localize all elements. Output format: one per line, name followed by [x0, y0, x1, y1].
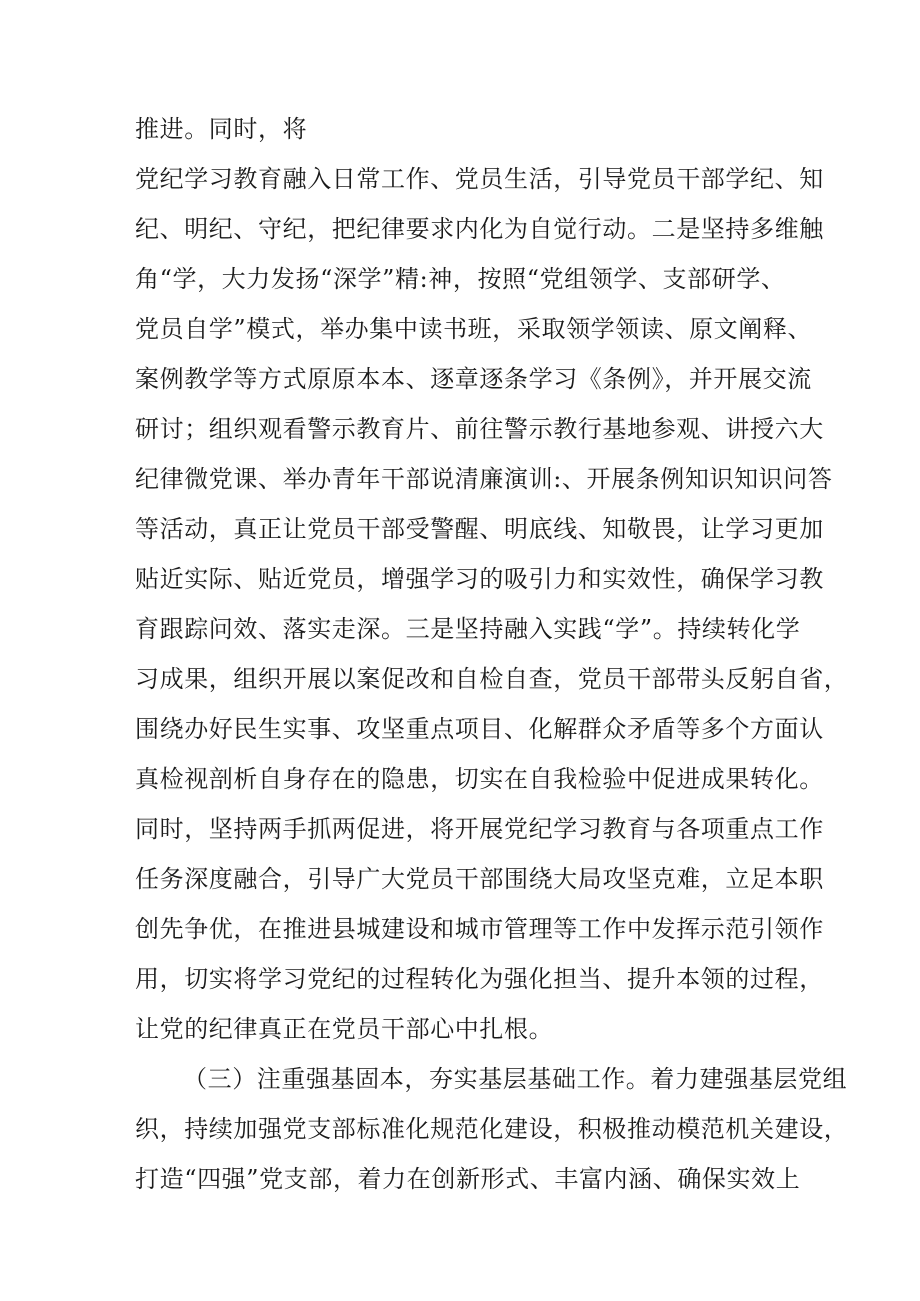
text-line: 纪、明纪、守纪，把纪律要求内化为自觉行动。二是坚持多维触 — [135, 215, 824, 243]
text-line: 案例教学等方式原原本本、逐章逐条学习《条例》，并开展交流 — [135, 365, 812, 393]
text-line: 打造“四强”党支部，着力在创新形式、丰富内涵、确保实效上 — [135, 1165, 801, 1193]
text-line: 研讨；组织观看警示教育片、前往警示教行基地参观、讲授六大 — [135, 415, 824, 443]
text-line: 纪律微党课、举办青年干部说清廉演训:、开展条例知识知识问答 — [135, 465, 833, 493]
text-line: 织，持续加强党支部标准化规范化建设，积极推动模范机关建设， — [135, 1115, 849, 1143]
text-line: 育跟踪问效、落实走深。三是坚持融入实践“学”。持续转化学 — [135, 615, 801, 643]
text-line: 任务深度融合，引导广大党员干部围绕大局攻坚克难，立足本职 — [135, 865, 824, 893]
text-line: 真检视剖析自身存在的隐患，切实在自我检验中促进成果转化。 — [135, 765, 824, 793]
text-line: 党员自学”模式，举办集中读书班，采取领学领读、原文阐释、 — [135, 315, 813, 343]
section-heading-line: （三）注重强基固本，夯实基层基础工作。着力建强基层党组 — [183, 1065, 848, 1093]
text-line: 同时，坚持两手抓两促进，将开展党纪学习教育与各项重点工作 — [135, 815, 824, 843]
text-line: 等活动，真正让党员干部受警醒、明底线、知敬畏，让学习更加 — [135, 515, 824, 543]
text-line: 推进。同时，将 — [135, 115, 308, 143]
text-line: 贴近实际、贴近党员，增强学习的吸引力和实效性，确保学习教 — [135, 565, 824, 593]
text-line: 习成果，组织开展以案促改和自检自查，党员干部带头反躬自省， — [135, 665, 849, 693]
text-line: 让党的纪律真正在党员干部心中扎根。 — [135, 1015, 554, 1043]
text-line: 角“学，大力发扬“深学”精:神，按照“党组领学、支部研学、 — [135, 265, 786, 293]
text-line: 用，切实将学习党纪的过程转化为强化担当、提升本领的过程， — [135, 965, 824, 993]
text-line: 创先争优，在推进县城建设和城市管理等工作中发挥示范引领作 — [135, 915, 824, 943]
text-line: 围绕办好民生实事、攻坚重点项目、化解群众矛盾等多个方面认 — [135, 715, 824, 743]
text-line: 党纪学习教育融入日常工作、党员生活，引导党员干部学纪、知 — [135, 165, 824, 193]
